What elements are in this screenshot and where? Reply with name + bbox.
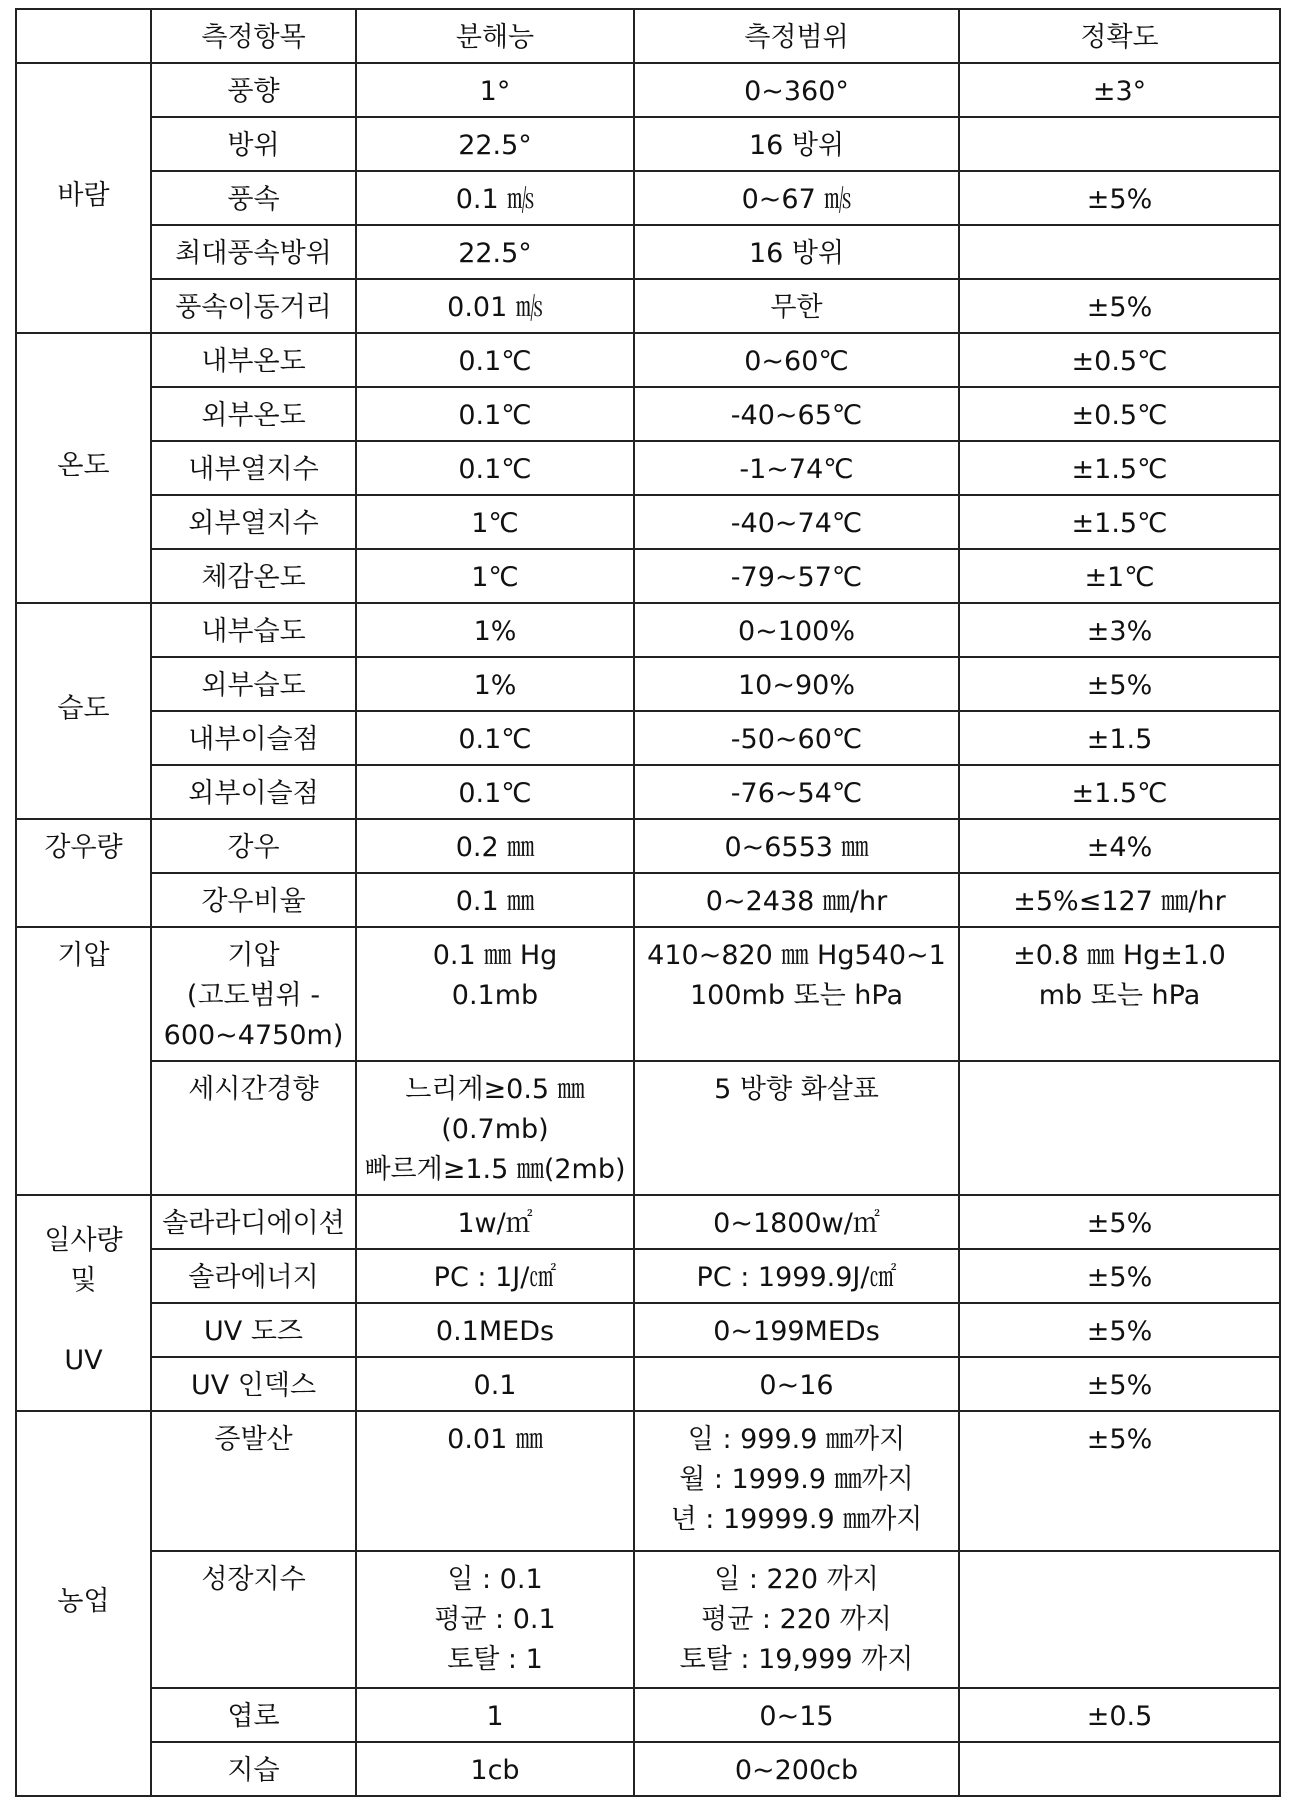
resolution-cell: 0.1℃ [356,441,634,495]
resolution-cell: 1° [356,63,634,117]
spec-table [15,8,1281,1797]
resolution-cell: 0.1℃ [356,333,634,387]
range-cell: 0~200cb [634,1742,959,1796]
table-row [16,63,1280,117]
table-row [16,1195,1280,1249]
range-cell: -40~74℃ [634,495,959,549]
item-cell: 외부이슬점 [151,765,356,819]
resolution-cell: 0.1 ㎜ Hg 0.1mb [356,927,634,1061]
item-cell: 솔라에너지 [151,1249,356,1303]
table-row [16,1411,1280,1551]
table-row [16,819,1280,873]
item-cell: 세시간경향 [151,1061,356,1195]
range-cell: 일 : 999.9 ㎜까지 월 : 1999.9 ㎜까지 년 : 19999.9 ㎜까지 [634,1411,959,1551]
range-cell: -1~74℃ [634,441,959,495]
range-cell: -40~65℃ [634,387,959,441]
range-cell: 0~67 ㎧ [634,171,959,225]
resolution-cell: 0.1MEDs [356,1303,634,1357]
table-row [16,657,1280,711]
table-row [16,711,1280,765]
accuracy-cell: ±0.5 [959,1688,1280,1742]
resolution-cell: 일 : 0.1 평균 : 0.1 토탈 : 1 [356,1551,634,1688]
table-row [16,279,1280,333]
header-category [16,9,151,63]
range-cell: -79~57℃ [634,549,959,603]
resolution-cell: 0.01 ㎜ [356,1411,634,1551]
item-cell: UV 인덱스 [151,1357,356,1411]
header-resolution: 분해능 [356,9,634,63]
header-range: 측정범위 [634,9,959,63]
resolution-cell: 1% [356,603,634,657]
item-cell: 성장지수 [151,1551,356,1688]
resolution-cell: 0.1 ㎧ [356,171,634,225]
table-row [16,333,1280,387]
header-item: 측정항목 [151,9,356,63]
range-cell: 0~60℃ [634,333,959,387]
category-cell: 일사량 및 UV [16,1195,151,1411]
table-row [16,117,1280,171]
resolution-cell: 1 [356,1688,634,1742]
table-row [16,441,1280,495]
resolution-cell: 22.5° [356,225,634,279]
accuracy-cell: ±0.5℃ [959,387,1280,441]
header-accuracy: 정확도 [959,9,1280,63]
category-cell: 온도 [16,333,151,603]
range-cell: 0~199MEDs [634,1303,959,1357]
accuracy-cell: ±5% [959,1303,1280,1357]
item-cell: 풍향 [151,63,356,117]
category-cell: 강우량 [16,819,151,927]
range-cell: 0~16 [634,1357,959,1411]
item-cell: 외부습도 [151,657,356,711]
accuracy-cell: ±4% [959,819,1280,873]
accuracy-cell: ±5% [959,1357,1280,1411]
resolution-cell: 1℃ [356,495,634,549]
item-cell: 내부습도 [151,603,356,657]
resolution-cell: 0.1℃ [356,711,634,765]
accuracy-cell: ±5% [959,279,1280,333]
range-cell: 16 방위 [634,117,959,171]
range-cell: 무한 [634,279,959,333]
table-row [16,387,1280,441]
table-row [16,765,1280,819]
item-cell: 강우비율 [151,873,356,927]
accuracy-cell: ±3% [959,603,1280,657]
accuracy-cell [959,1061,1280,1195]
range-cell: 0~1800w/㎡ [634,1195,959,1249]
accuracy-cell: ±1.5℃ [959,441,1280,495]
item-cell: 풍속이동거리 [151,279,356,333]
item-cell: 지습 [151,1742,356,1796]
item-cell: 풍속 [151,171,356,225]
category-cell: 기압 [16,927,151,1195]
resolution-cell: 0.1 [356,1357,634,1411]
accuracy-cell: ±5%≤127 ㎜/hr [959,873,1280,927]
item-cell: 외부열지수 [151,495,356,549]
header-row [16,9,1280,63]
accuracy-cell: ±5% [959,1195,1280,1249]
item-cell: 방위 [151,117,356,171]
item-cell: 엽로 [151,1688,356,1742]
range-cell: 일 : 220 까지 평균 : 220 까지 토탈 : 19,999 까지 [634,1551,959,1688]
table-row [16,1249,1280,1303]
range-cell: PC : 1999.9J/㎠ [634,1249,959,1303]
item-cell: 내부온도 [151,333,356,387]
range-cell: 0~360° [634,63,959,117]
range-cell: 410~820 ㎜ Hg540~1 100mb 또는 hPa [634,927,959,1061]
item-cell: 최대풍속방위 [151,225,356,279]
resolution-cell: 0.1℃ [356,387,634,441]
item-cell: 증발산 [151,1411,356,1551]
accuracy-cell [959,225,1280,279]
item-cell: 내부열지수 [151,441,356,495]
item-cell: 내부이슬점 [151,711,356,765]
range-cell: 5 방향 화살표 [634,1061,959,1195]
item-cell: 체감온도 [151,549,356,603]
range-cell: 0~100% [634,603,959,657]
range-cell: -76~54℃ [634,765,959,819]
table-row [16,1551,1280,1688]
table-row [16,225,1280,279]
item-cell: UV 도즈 [151,1303,356,1357]
table-row [16,1357,1280,1411]
range-cell: -50~60℃ [634,711,959,765]
accuracy-cell: ±0.5℃ [959,333,1280,387]
range-cell: 10~90% [634,657,959,711]
accuracy-cell: ±1.5℃ [959,495,1280,549]
category-cell: 바람 [16,63,151,333]
accuracy-cell: ±5% [959,171,1280,225]
accuracy-cell [959,1551,1280,1688]
resolution-cell: 1w/㎡ [356,1195,634,1249]
resolution-cell: 1℃ [356,549,634,603]
table-row [16,1688,1280,1742]
range-cell: 0~6553 ㎜ [634,819,959,873]
resolution-cell: PC : 1J/㎠ [356,1249,634,1303]
table-body [16,63,1280,1796]
accuracy-cell: ±5% [959,1411,1280,1551]
resolution-cell: 0.1℃ [356,765,634,819]
table-row [16,603,1280,657]
range-cell: 0~15 [634,1688,959,1742]
item-cell: 강우 [151,819,356,873]
table-row [16,549,1280,603]
accuracy-cell [959,117,1280,171]
accuracy-cell: ±5% [959,1249,1280,1303]
accuracy-cell: ±1.5℃ [959,765,1280,819]
table-row [16,1061,1280,1195]
resolution-cell: 0.1 ㎜ [356,873,634,927]
accuracy-cell: ±5% [959,657,1280,711]
resolution-cell: 1cb [356,1742,634,1796]
range-cell: 16 방위 [634,225,959,279]
category-cell: 농업 [16,1411,151,1796]
item-cell: 솔라라디에이션 [151,1195,356,1249]
resolution-cell: 느리게≥0.5 ㎜(0.7mb) 빠르게≥1.5 ㎜(2mb) [356,1061,634,1195]
item-cell: 기압 (고도범위 - 600~4750m) [151,927,356,1061]
resolution-cell: 0.2 ㎜ [356,819,634,873]
resolution-cell: 1% [356,657,634,711]
accuracy-cell: ±3° [959,63,1280,117]
table-row [16,171,1280,225]
category-cell: 습도 [16,603,151,819]
accuracy-cell: ±0.8 ㎜ Hg±1.0 mb 또는 hPa [959,927,1280,1061]
resolution-cell: 22.5° [356,117,634,171]
table-row [16,873,1280,927]
item-cell: 외부온도 [151,387,356,441]
table-row [16,1303,1280,1357]
table-row [16,495,1280,549]
resolution-cell: 0.01 ㎧ [356,279,634,333]
accuracy-cell: ±1.5 [959,711,1280,765]
table-row [16,927,1280,1061]
accuracy-cell: ±1℃ [959,549,1280,603]
range-cell: 0~2438 ㎜/hr [634,873,959,927]
